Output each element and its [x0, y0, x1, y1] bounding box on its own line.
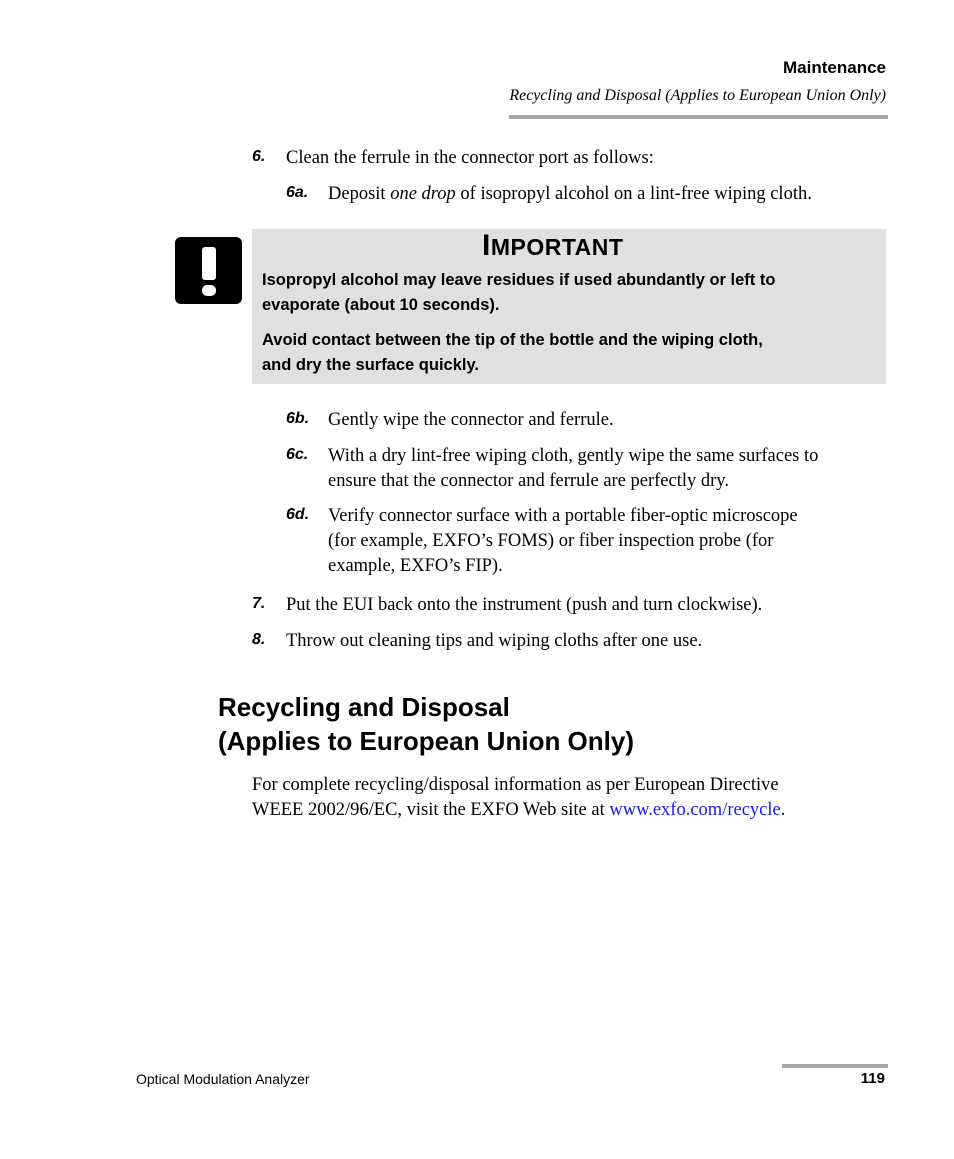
substep-text: With a dry lint-free wiping cloth, gently wipe the same surfaces to ensure that the connector and ferrule are perfectly dry.: [328, 446, 819, 491]
substep-text: Deposit one drop of isopropyl alcohol on a lint-free wiping cloth.: [328, 184, 812, 204]
substep-text: Verify connector surface with a portable fiber-optic microscope (for example, EXFO’s FOMS) or fiber inspection probe (for example, EXFO’s FIP).: [328, 506, 798, 576]
important-paragraph: Isopropyl alcohol may leave residues if used abundantly or left to evaporate (about 10 seconds).: [262, 271, 776, 314]
running-header-subsection: Recycling and Disposal (Applies to European Union Only): [509, 87, 886, 104]
running-header-section: Maintenance: [783, 58, 886, 77]
substep-number: 6c.: [286, 446, 309, 463]
recycle-link[interactable]: www.exfo.com/recycle: [609, 800, 781, 820]
step-number: 8.: [252, 631, 266, 648]
important-paragraph: Avoid contact between the tip of the bottle and the wiping cloth, and dry the surface quickly.: [262, 331, 763, 374]
important-title: IMPORTANT: [482, 229, 624, 262]
step-number: 6.: [252, 148, 266, 165]
footer-product-name: Optical Modulation Analyzer: [136, 1071, 310, 1087]
emphasis: one drop: [390, 184, 456, 204]
section-heading: Recycling and Disposal (Applies to European Union Only): [218, 692, 634, 756]
step-text: Clean the ferrule in the connector port as follows:: [286, 148, 654, 168]
substep-number: 6d.: [286, 506, 310, 523]
important-exclamation-icon: [175, 237, 242, 304]
footer-rule: [782, 1064, 888, 1068]
substep-number: 6a.: [286, 184, 309, 201]
step-number: 7.: [252, 595, 266, 612]
substep-number: 6b.: [286, 410, 310, 427]
step-text: Put the EUI back onto the instrument (push and turn clockwise).: [286, 595, 763, 615]
substep-text: Gently wipe the connector and ferrule.: [328, 410, 614, 430]
header-rule: [509, 115, 888, 119]
body-paragraph: For complete recycling/disposal information as per European Directive WEEE 2002/96/EC, visit the EXFO Web site at www.exfo.com/recycle.: [252, 775, 786, 820]
page-number: 119: [860, 1070, 885, 1087]
step-text: Throw out cleaning tips and wiping cloths after one use.: [286, 631, 703, 651]
